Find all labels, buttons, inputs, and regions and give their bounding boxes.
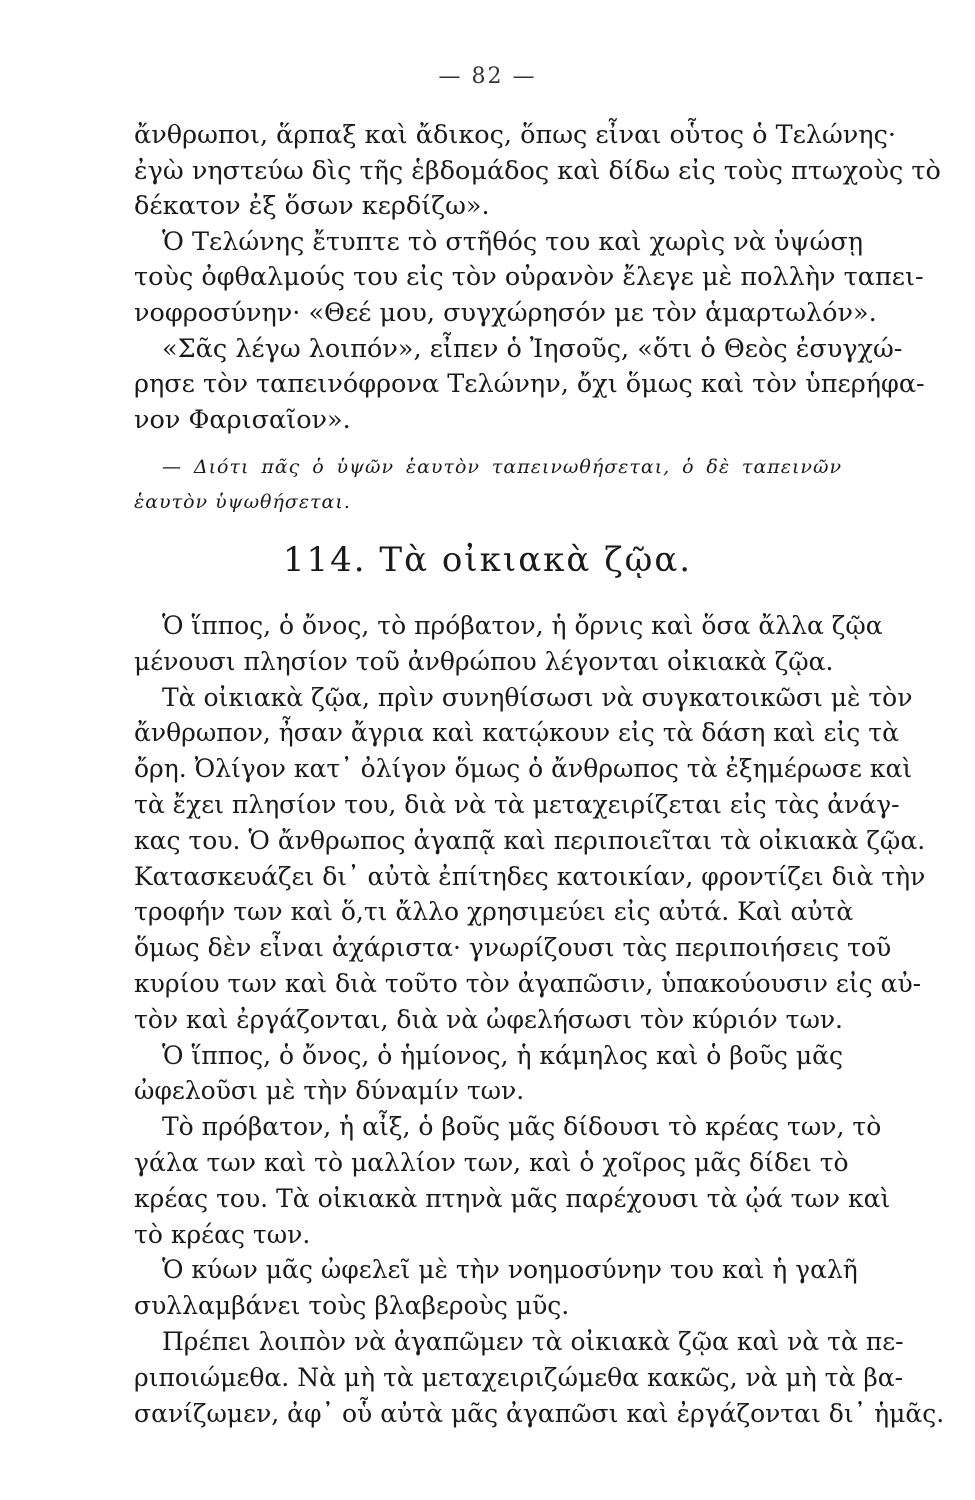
text-line: τροφήν των καὶ ὅ,τι ἄλλο χρησιμεύει εἰς αὐτά. Καὶ αὐτὰ [134,897,854,927]
text-line: ἐγὼ νηστεύω δὶς τῆς ἑβδομάδος καὶ δίδω εἰς τοὺς πτωχοὺς τὸ [134,155,941,186]
text-line: τοὺς ὀφθαλμούς του εἰς τὸν οὐρανὸν ἔλεγε μὲ πολλὴν ταπει- [134,262,924,293]
text-line: κρέας του. Τὰ οἰκιακὰ πτηνὰ μᾶς παρέχουσι τὰ ᾠά των καὶ [134,1183,891,1213]
quote-block [134,450,842,520]
text-line: τὰ ἔχει πλησίον του, διὰ νὰ τὰ μεταχειρίζεται εἰς τὰς ἀνάγ- [134,789,900,819]
text-line: συλλαμβάνει τοὺς βλαβεροὺς μῦς. [134,1291,570,1321]
quote-line: ἑαυτὸν ὑψωθήσεται. [134,491,351,513]
quote-line: — Διότι πᾶς ὁ ὑψῶν ἑαυτὸν ταπεινωθήσεται, ὁ δὲ ταπεινῶν [162,456,842,478]
text-line: ἄνθρωποι, ἅρπαξ καὶ ἄδικος, ὅπως εἶναι οὗτος ὁ Τελώνης· [134,120,896,150]
text-line: μένουσι πλησίον τοῦ ἀνθρώπου λέγονται οἰκιακὰ ζῷα. [134,646,834,676]
text-line: Ὁ Τελώνης ἔτυπτε τὸ στῆθός του καὶ χωρὶς νὰ ὑψώσῃ [162,226,864,257]
text-line: Ὁ ἵππος, ὁ ὄνος, τὸ πρόβατον, ἡ ὄρνις καὶ ὅσα ἄλλα ζῷα [162,611,883,640]
text-line: ριποιώμεθα. Νὰ μὴ τὰ μεταχειριζώμεθα κακῶς, νὰ μὴ τὰ βα- [134,1362,904,1392]
text-line: ἄνθρωπον, ἦσαν ἄγρια καὶ κατῴκουν εἰς τὰ δάση καὶ εἰς τὰ [134,718,899,748]
text-line: Τὸ πρόβατον, ἡ αἶξ, ὁ βοῦς μᾶς δίδουσι τὸ κρέας των, τὸ [162,1112,882,1142]
paragraph-block-top [134,118,941,438]
text-line: κας του. Ὁ ἄνθρωπος ἀγαπᾷ καὶ περιποιεῖται τὰ οἰκιακὰ ζῷα. [134,825,926,855]
text-line: τὸν καὶ ἐργάζονται, διὰ νὰ ὠφελήσωσι τὸν κύριόν των. [134,1004,843,1034]
text-line: ὠφελοῦσι μὲ τὴν δύναμίν των. [134,1076,525,1106]
text-line: νον Φαρισαῖον». [134,404,351,435]
text-line: γάλα των καὶ τὸ μαλλίον των, καὶ ὁ χοῖρος μᾶς δίδει τὸ [134,1147,849,1177]
text-line: ὅμως δὲν εἶναι ἀχάριστα· γνωρίζουσι τὰς περιποιήσεις τοῦ [134,933,892,963]
text-line: «Σᾶς λέγω λοιπόν», εἶπεν ὁ Ἰησοῦς, «ὅτι ὁ Θεὸς ἐσυγχώ- [162,333,903,364]
paragraph-block-bottom [134,608,945,1431]
text-line: Κατασκευάζει δι᾽ αὐτὰ ἐπίτηδες κατοικίαν, φροντίζει διὰ τὴν [134,861,926,891]
text-line: δέκατον ἐξ ὅσων κερδίζω». [134,191,490,222]
text-line: Ὁ ἵππος, ὁ ὄνος, ὁ ἡμίονος, ἡ κάμηλος καὶ ὁ βοῦς μᾶς [162,1040,843,1070]
text-line: νοφροσύνην· «Θεέ μου, συγχώρησόν με τὸν ἁμαρτωλόν». [134,297,877,328]
text-line: κυρίου των καὶ διὰ τοῦτο τὸν ἀγαπῶσιν, ὑπακούουσιν εἰς αὐ- [134,968,922,998]
section-title: 114. Τὰ οἰκιακὰ ζῷα. [282,540,693,580]
page-number: — 82 — [438,64,537,89]
text-line: τὸ κρέας των. [134,1219,311,1249]
text-line: Πρέπει λοιπὸν νὰ ἀγαπῶμεν τὰ οἰκιακὰ ζῷα καὶ νὰ τὰ πε- [162,1326,904,1356]
text-line: ὄρη. Ὀλίγον κατ᾽ ὀλίγον ὅμως ὁ ἄνθρωπος τὰ ἐξημέρωσε καὶ [134,754,913,784]
text-line: Τὰ οἰκιακὰ ζῷα, πρὶν συνηθίσωσι νὰ συγκατοικῶσι μὲ τὸν [162,682,913,712]
text-line: Ὁ κύων μᾶς ὠφελεῖ μὲ τὴν νοημοσύνην του καὶ ἡ γαλῆ [162,1255,858,1285]
text-line: ρησε τὸν ταπεινόφρονα Τελώνην, ὄχι ὅμως καὶ τὸν ὑπερήφα- [134,369,925,400]
text-line: σανίζωμεν, ἀφ᾽ οὗ αὐτὰ μᾶς ἀγαπῶσι καὶ ἐργάζονται δι᾽ ἡμᾶς. [134,1398,945,1428]
